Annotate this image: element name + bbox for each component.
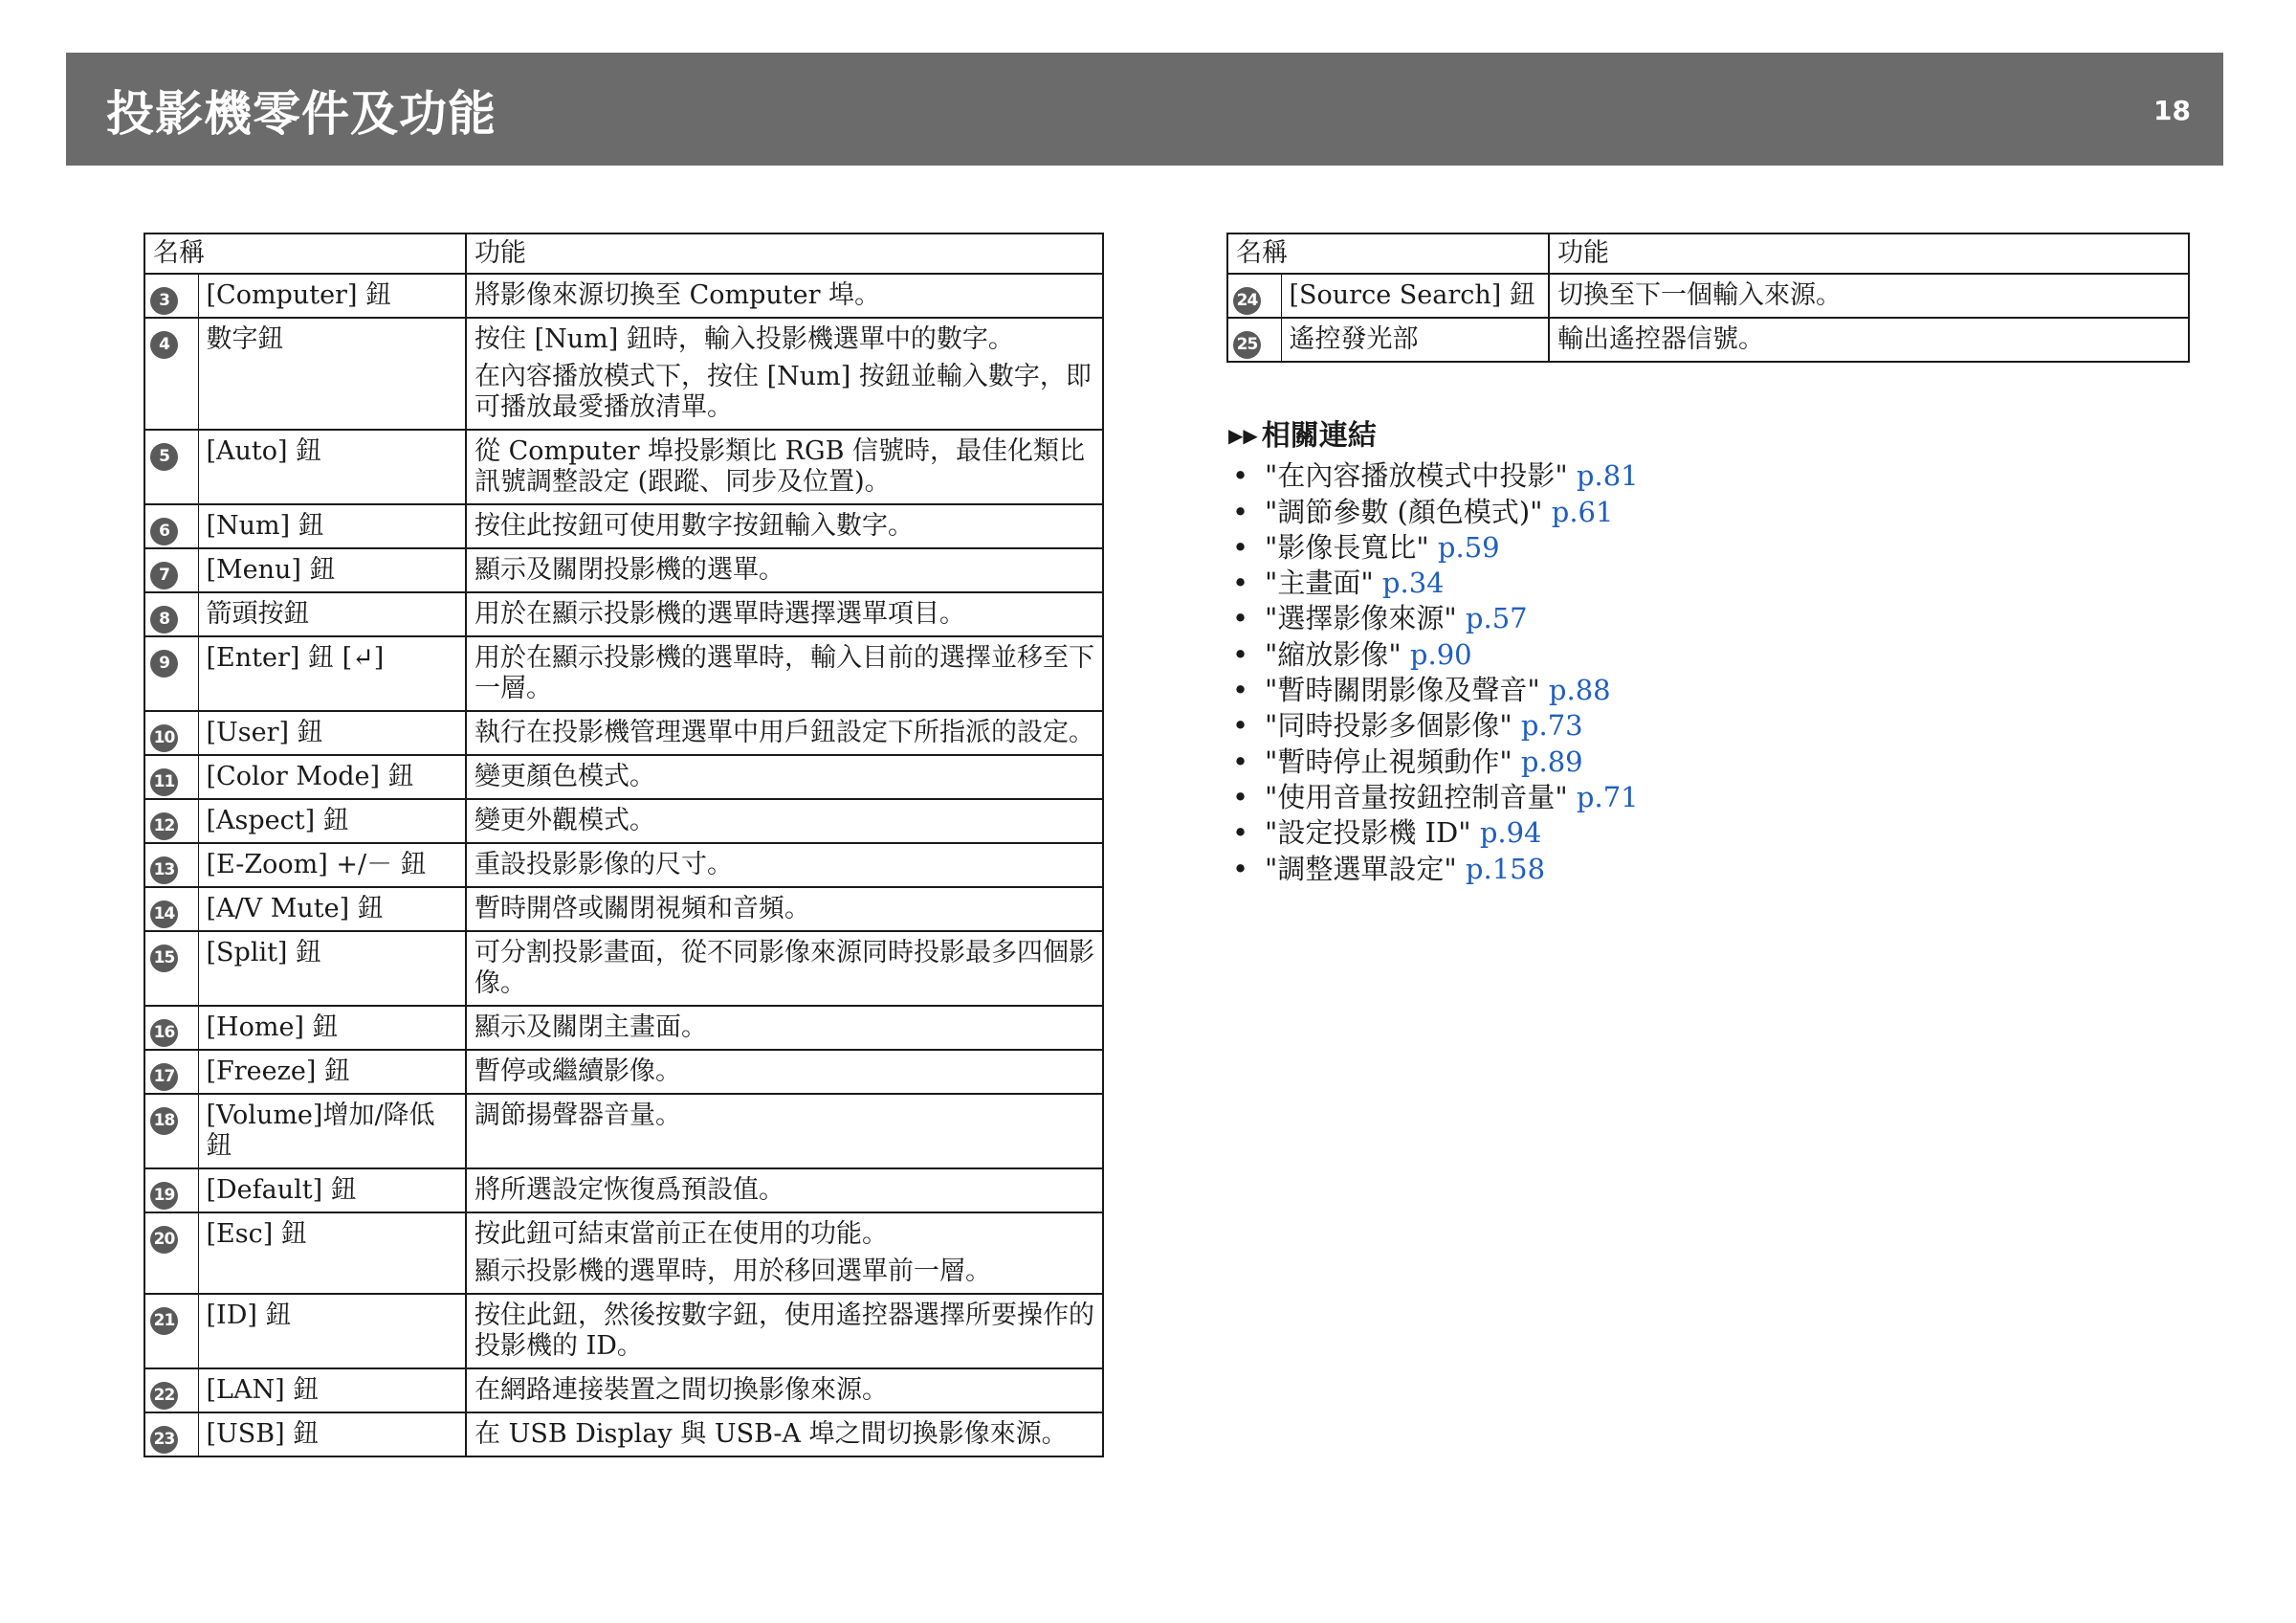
- related-link-text[interactable]: "主畫面": [1265, 567, 1374, 600]
- part-name: [Home] 鈕: [198, 1006, 466, 1050]
- related-link-page[interactable]: p.34: [1381, 567, 1445, 600]
- part-name: [User] 鈕: [198, 711, 466, 755]
- row-number-cell: [144, 1412, 198, 1456]
- related-links-title: 相關連結: [1261, 419, 1377, 453]
- table-row: [144, 1050, 1103, 1094]
- table-row: [144, 1294, 1103, 1368]
- column-header-function: 功能: [466, 233, 1103, 274]
- bullet-icon: •: [1232, 567, 1249, 600]
- related-link-item[interactable]: [1228, 637, 1639, 673]
- row-number-cell: [144, 711, 198, 755]
- related-link-text[interactable]: "暫時關閉影像及聲音": [1265, 674, 1540, 707]
- part-function: [466, 931, 1103, 1006]
- part-name: [Menu] 鈕: [198, 548, 466, 592]
- column-header-name: 名稱: [144, 233, 466, 274]
- page-number: 18: [2153, 95, 2191, 126]
- header-banner: [66, 53, 2223, 166]
- function-text: 用於在顯示投影機的選單時選擇選單項目。: [475, 599, 965, 629]
- table-row: [1227, 274, 2189, 318]
- function-text: 切換至下一個輸入來源。: [1557, 280, 1842, 310]
- function-text: 重設投影影像的尺寸。: [475, 850, 733, 879]
- table-row: [144, 1368, 1103, 1412]
- part-function: [466, 799, 1103, 843]
- table-row: [144, 504, 1103, 548]
- related-link-page[interactable]: p.61: [1551, 495, 1614, 528]
- part-function: [466, 636, 1103, 711]
- bullet-icon: •: [1232, 780, 1249, 813]
- bullet-icon: •: [1232, 637, 1249, 671]
- related-link-item[interactable]: [1228, 852, 1639, 887]
- related-link-page[interactable]: p.73: [1520, 709, 1583, 743]
- related-link-text[interactable]: "暫時停止視頻動作": [1265, 745, 1512, 778]
- table-row: [144, 843, 1103, 887]
- table-row: [144, 1412, 1103, 1456]
- column-header-name: 名稱: [1227, 233, 1549, 274]
- part-name: [Num] 鈕: [198, 504, 466, 548]
- row-number-cell: [144, 548, 198, 592]
- table-row: [144, 636, 1103, 711]
- part-name: [Aspect] 鈕: [198, 799, 466, 843]
- number-badge: 20: [150, 1226, 178, 1254]
- bullet-icon: •: [1232, 674, 1249, 707]
- number-badge: 18: [150, 1107, 178, 1135]
- row-number-cell: [144, 1006, 198, 1050]
- part-name: [A/V Mute] 鈕: [198, 887, 466, 931]
- number-badge: 17: [150, 1063, 178, 1091]
- table-row: [144, 755, 1103, 799]
- part-name: [Enter] 鈕 [↵]: [198, 636, 466, 711]
- part-name: [Source Search] 鈕: [1281, 274, 1549, 318]
- row-number-cell: [144, 592, 198, 636]
- number-badge: 9: [150, 650, 178, 678]
- row-number-cell: [144, 931, 198, 1006]
- related-link-text[interactable]: "同時投影多個影像": [1265, 709, 1512, 743]
- function-text: 按住此按鈕可使用數字按鈕輸入數字。: [475, 511, 914, 541]
- function-text: 顯示投影機的選單時，用於移回選單前一層。: [475, 1256, 991, 1286]
- row-number-cell: [144, 1294, 198, 1368]
- part-function: [466, 755, 1103, 799]
- number-badge: 14: [150, 900, 178, 928]
- table-header-row: [1227, 233, 2189, 274]
- row-number-cell: [144, 799, 198, 843]
- related-link-page[interactable]: p.81: [1576, 459, 1639, 493]
- related-link-item[interactable]: [1228, 458, 1639, 494]
- bullet-icon: •: [1232, 495, 1249, 528]
- function-text: 在 USB Display 與 USB-A 埠之間切換影像來源。: [475, 1419, 1068, 1449]
- table-row: [144, 1168, 1103, 1212]
- related-link-text[interactable]: "選擇影像來源": [1265, 602, 1457, 635]
- part-name: [Freeze] 鈕: [198, 1050, 466, 1094]
- number-badge: 13: [150, 856, 178, 884]
- table-row: [144, 1094, 1103, 1168]
- related-link-item[interactable]: [1228, 673, 1639, 708]
- function-text: 顯示及關閉投影機的選單。: [475, 555, 784, 585]
- part-function: [466, 274, 1103, 318]
- related-link-item[interactable]: [1228, 745, 1639, 780]
- related-link-item[interactable]: [1228, 708, 1639, 744]
- related-link-text[interactable]: "使用音量按鈕控制音量": [1265, 780, 1568, 813]
- related-link-page[interactable]: p.71: [1576, 780, 1639, 813]
- number-badge: 21: [150, 1307, 178, 1335]
- related-links-list: [1228, 458, 1639, 887]
- double-arrow-icon: ▶▶: [1228, 424, 1258, 447]
- table-row: [144, 931, 1103, 1006]
- row-number-cell: [1227, 318, 1281, 362]
- related-link-page[interactable]: p.59: [1437, 530, 1500, 564]
- table-row: [144, 799, 1103, 843]
- parts-table-left: [144, 233, 1104, 1457]
- part-name: [USB] 鈕: [198, 1412, 466, 1456]
- table-row: [144, 1212, 1103, 1294]
- number-badge: 19: [150, 1182, 178, 1210]
- function-text: 變更顏色模式。: [475, 762, 655, 791]
- function-text: 在內容播放模式下，按住 [Num] 按鈕並輸入數字，即可播放最愛播放清單。: [475, 362, 1092, 422]
- number-badge: 10: [150, 724, 178, 752]
- part-function: [466, 430, 1103, 504]
- number-badge: 16: [150, 1019, 178, 1047]
- bullet-icon: •: [1232, 852, 1249, 885]
- number-badge: 3: [150, 287, 178, 315]
- table-row: [144, 318, 1103, 430]
- related-link-page[interactable]: p.94: [1479, 816, 1542, 850]
- function-text: 暫停或繼續影像。: [475, 1056, 681, 1086]
- related-link-page[interactable]: p.57: [1465, 602, 1528, 635]
- row-number-cell: [144, 1050, 198, 1094]
- related-link-page[interactable]: p.89: [1520, 745, 1583, 778]
- row-number-cell: [144, 636, 198, 711]
- row-number-cell: [144, 1094, 198, 1168]
- number-badge: 5: [150, 443, 178, 471]
- function-text: 從 Computer 埠投影類比 RGB 信號時，最佳化類比訊號調整設定 (跟蹤、同步及位置)。: [475, 436, 1085, 497]
- part-function: [466, 1294, 1103, 1368]
- row-number-cell: [144, 1168, 198, 1212]
- part-function: [466, 1368, 1103, 1412]
- row-number-cell: [1227, 274, 1281, 318]
- part-function: [466, 1412, 1103, 1456]
- related-link-item[interactable]: [1228, 566, 1639, 601]
- part-function: [466, 1168, 1103, 1212]
- number-badge: 6: [150, 518, 178, 545]
- related-link-text[interactable]: "在內容播放模式中投影": [1265, 459, 1568, 493]
- table-row: [1227, 318, 2189, 362]
- function-text: 將影像來源切換至 Computer 埠。: [475, 280, 881, 310]
- number-badge: 15: [150, 945, 178, 972]
- function-text: 用於在顯示投影機的選單時，輸入目前的選擇並移至下一層。: [475, 643, 1094, 703]
- related-link-text[interactable]: "影像長寬比": [1265, 530, 1429, 564]
- part-name: [Volume]增加/降低鈕: [198, 1094, 466, 1168]
- related-link-item[interactable]: [1228, 780, 1639, 815]
- part-function: [1549, 274, 2189, 318]
- related-link-page[interactable]: p.90: [1409, 637, 1472, 671]
- related-link-text[interactable]: "縮放影像": [1265, 637, 1402, 671]
- function-text: 按此鈕可結束當前正在使用的功能。: [475, 1219, 888, 1249]
- row-number-cell: [144, 504, 198, 548]
- function-text: 將所選設定恢復爲預設值。: [475, 1175, 784, 1205]
- bullet-icon: •: [1232, 816, 1249, 850]
- parts-table-right: [1226, 233, 2190, 363]
- number-badge: 4: [150, 331, 178, 359]
- function-text: 可分割投影畫面，從不同影像來源同時投影最多四個影像。: [475, 938, 1094, 998]
- number-badge: 25: [1233, 331, 1261, 359]
- part-name: [Default] 鈕: [198, 1168, 466, 1212]
- table-row: [144, 711, 1103, 755]
- part-name: [Auto] 鈕: [198, 430, 466, 504]
- row-number-cell: [144, 318, 198, 430]
- bullet-icon: •: [1232, 709, 1249, 743]
- related-link-text[interactable]: "調節參數 (顏色模式)": [1265, 495, 1543, 528]
- function-text: 按住此鈕，然後按數字鈕，使用遙控器選擇所要操作的投影機的 ID。: [475, 1301, 1094, 1361]
- table-row: [144, 430, 1103, 504]
- part-name: 數字鈕: [198, 318, 466, 430]
- function-text: 變更外觀模式。: [475, 806, 655, 835]
- number-badge: 8: [150, 606, 178, 634]
- row-number-cell: [144, 843, 198, 887]
- function-text: 輸出遙控器信號。: [1557, 324, 1764, 354]
- table-header-row: [144, 233, 1103, 274]
- related-link-item[interactable]: [1228, 530, 1639, 566]
- number-badge: 7: [150, 562, 178, 589]
- row-number-cell: [144, 755, 198, 799]
- table-row: [144, 548, 1103, 592]
- bullet-icon: •: [1232, 530, 1249, 564]
- part-name: [E-Zoom] +/－ 鈕: [198, 843, 466, 887]
- part-function: [466, 1212, 1103, 1294]
- part-function: [1549, 318, 2189, 362]
- related-link-text[interactable]: "調整選單設定": [1265, 852, 1457, 885]
- part-name: [LAN] 鈕: [198, 1368, 466, 1412]
- related-links: [1228, 418, 1639, 887]
- part-function: [466, 887, 1103, 931]
- bullet-icon: •: [1232, 459, 1249, 493]
- row-number-cell: [144, 430, 198, 504]
- related-link-item[interactable]: [1228, 815, 1639, 851]
- part-name: 箭頭按鈕: [198, 592, 466, 636]
- table-row: [144, 887, 1103, 931]
- page-title: 投影機零件及功能: [106, 86, 497, 142]
- function-text: 暫時開啓或關閉視頻和音頻。: [475, 894, 810, 923]
- number-badge: 22: [150, 1382, 178, 1410]
- number-badge: 11: [150, 768, 178, 796]
- part-name: 遙控發光部: [1281, 318, 1549, 362]
- number-badge: 23: [150, 1426, 178, 1454]
- function-text: 調節揚聲器音量。: [475, 1101, 681, 1130]
- table-row: [144, 274, 1103, 318]
- function-text: 顯示及關閉主畫面。: [475, 1012, 707, 1042]
- part-function: [466, 504, 1103, 548]
- part-function: [466, 1094, 1103, 1168]
- part-function: [466, 843, 1103, 887]
- related-link-page[interactable]: p.88: [1548, 674, 1611, 707]
- related-link-page[interactable]: p.158: [1465, 852, 1546, 885]
- related-links-heading: [1228, 418, 1639, 456]
- function-text: 在網路連接裝置之間切換影像來源。: [475, 1375, 888, 1405]
- related-link-text[interactable]: "設定投影機 ID": [1265, 816, 1471, 850]
- part-function: [466, 318, 1103, 430]
- part-function: [466, 1006, 1103, 1050]
- row-number-cell: [144, 887, 198, 931]
- number-badge: 24: [1233, 287, 1261, 315]
- part-name: [Computer] 鈕: [198, 274, 466, 318]
- related-link-item[interactable]: [1228, 495, 1639, 530]
- bullet-icon: •: [1232, 745, 1249, 778]
- part-function: [466, 592, 1103, 636]
- part-name: [Color Mode] 鈕: [198, 755, 466, 799]
- row-number-cell: [144, 1212, 198, 1294]
- row-number-cell: [144, 1368, 198, 1412]
- function-text: 執行在投影機管理選單中用戶鈕設定下所指派的設定。: [475, 718, 1094, 747]
- column-header-function: 功能: [1549, 233, 2189, 274]
- function-text: 按住 [Num] 鈕時，輸入投影機選單中的數字。: [475, 324, 1014, 354]
- part-name: [ID] 鈕: [198, 1294, 466, 1368]
- bullet-icon: •: [1232, 602, 1249, 635]
- part-function: [466, 548, 1103, 592]
- row-number-cell: [144, 274, 198, 318]
- part-name: [Split] 鈕: [198, 931, 466, 1006]
- number-badge: 12: [150, 812, 178, 840]
- part-function: [466, 711, 1103, 755]
- table-row: [144, 592, 1103, 636]
- table-row: [144, 1006, 1103, 1050]
- related-link-item[interactable]: [1228, 601, 1639, 636]
- part-function: [466, 1050, 1103, 1094]
- part-name: [Esc] 鈕: [198, 1212, 466, 1294]
